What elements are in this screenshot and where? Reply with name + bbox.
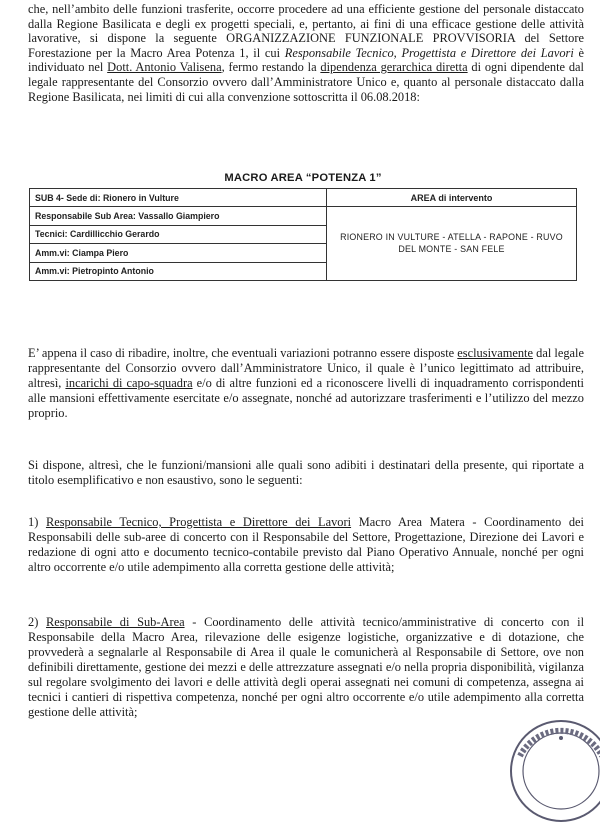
item-title-underlined: Responsabile di Sub-Area: [46, 615, 185, 629]
paragraph-text: è individuato nel: [28, 45, 585, 75]
consortium-stamp-seal: [506, 716, 600, 826]
item-text: - Coordinamento delle attività tecnico/amministrative di concerto con il Responsabile della Macro Area, rilevazione delle esigenze logistiche, organizzative e di dotazione, che provvederà a segnalarle al Responsabile di Area il quale le comunicherà al Responsabile di Settore, ove non definibili direttamente, gestione dei mezzi e delle attrezzature assegnati e/o nella propria disponibilità, vigilanza sul regolare svolgimento dei lavori e delle attività degli operai assegnati nei comuni di competenza, assegna ai tecnici i cantieri di rispettiva competenza, nonché per ogni altro occorrente e/o utile adempimento alla corretta gestione delle attività;: [28, 615, 585, 719]
table-cell-sede: SUB 4- Sede di: Rionero in Vulture: [30, 189, 327, 207]
table-cell-ammvi-2: Amm.vi: Pietropinto Antonio: [30, 262, 327, 280]
role-title-italic: Responsabile Tecnico, Progettista e Direttore dei Lavori: [284, 45, 574, 60]
item-number: 1): [28, 515, 46, 529]
area-header-cell: AREA di intervento: [327, 189, 577, 207]
paragraph-functions: Si dispone, altresì, che le funzioni/mansioni alle quali sono adibiti i destinatari della presente, qui riportate a titolo esemplificativo e non esaustivo, sono le seguenti:: [28, 458, 584, 487]
paragraph-item-2: [28, 615, 584, 720]
table-cell-ammvi-1: Amm.vi: Ciampa Piero: [30, 244, 327, 262]
emphasis-underlined: esclusivamente: [457, 346, 533, 360]
area-value-cell: RIONERO IN VULTURE - ATELLA - RAPONE - RUVO DEL MONTE - SAN FELE: [327, 207, 577, 281]
table-cell-responsabile: Responsabile Sub Area: Vassallo Giampiero: [30, 207, 327, 225]
hierarchy-underlined: dipendenza gerarchica diretta: [320, 60, 468, 75]
item-title-underlined: Responsabile Tecnico, Progettista e Direttore dei Lavori: [45, 515, 352, 529]
item-number: 2): [28, 615, 47, 629]
paragraph-organization: [28, 2, 584, 104]
table-cell-tecnici: Tecnici: Cardillicchio Gerardo: [30, 225, 327, 243]
staff-table: [29, 188, 577, 281]
table-title: MACRO AREA “POTENZA 1”: [224, 172, 382, 184]
paragraph-text: che, nell’ambito delle funzioni trasferite, occorre procedere ad una efficiente gestione del personale distaccato dalla Regione Basilicata e degli ex progetti speciali, e, pertanto, ai fini di una efficace gestione delle attività lavorative, si dispone la seguente ORGANIZZAZIONE FUNZIONALE PROVVISORIA del Settore Forestazione per la Macro Area Potenza 1, il cui: [28, 2, 584, 60]
paragraph-text: e/o di altre funzioni ed a riconoscere livelli di inquadramento corrispondenti alle mansioni effettivamente esercitate e/o assegnate, nonché ad autorizzare trasferimenti e l’utilizzo del mezzo proprio.: [28, 376, 584, 420]
emphasis-underlined: incarichi di capo-squadra: [65, 376, 193, 390]
person-name-underlined: Dott. Antonio Valisena: [107, 60, 222, 75]
paragraph-text: , fermo restando la: [221, 60, 321, 75]
paragraph-text: E’ appena il caso di ribadire, inoltre, che eventuali variazioni potranno essere disposte: [28, 346, 458, 360]
paragraph-variations: [28, 346, 584, 421]
paragraph-text: di ogni dipendente dal legale rappresentante del Consorzio ovvero dall’Amministratore Unico e, quanto al personale distaccato dalla Regione Basilicata, nei limiti di cui alla convenzione sottoscritta il 06.08.2018:: [28, 60, 584, 104]
macro-area-table: [29, 168, 577, 281]
item-text: Macro Area Matera - Coordinamento dei Responsabili delle sub-aree di concerto con il Responsabile del Settore, Progettazione, Direzione dei Lavori e redazione di ogni atto e documento tecnico-contabile previsto dal Piano Operativo Annuale, nonché per ogni altro occorrente e/o utile adempimento alla corretta gestione delle attività;: [28, 515, 584, 574]
paragraph-text: dal legale rappresentante del Consorzio ovvero dall’Amministratore Unico, il quale è l’unico legittimato ad attribuire, altresì,: [28, 346, 584, 390]
paragraph-item-1: [28, 515, 584, 575]
